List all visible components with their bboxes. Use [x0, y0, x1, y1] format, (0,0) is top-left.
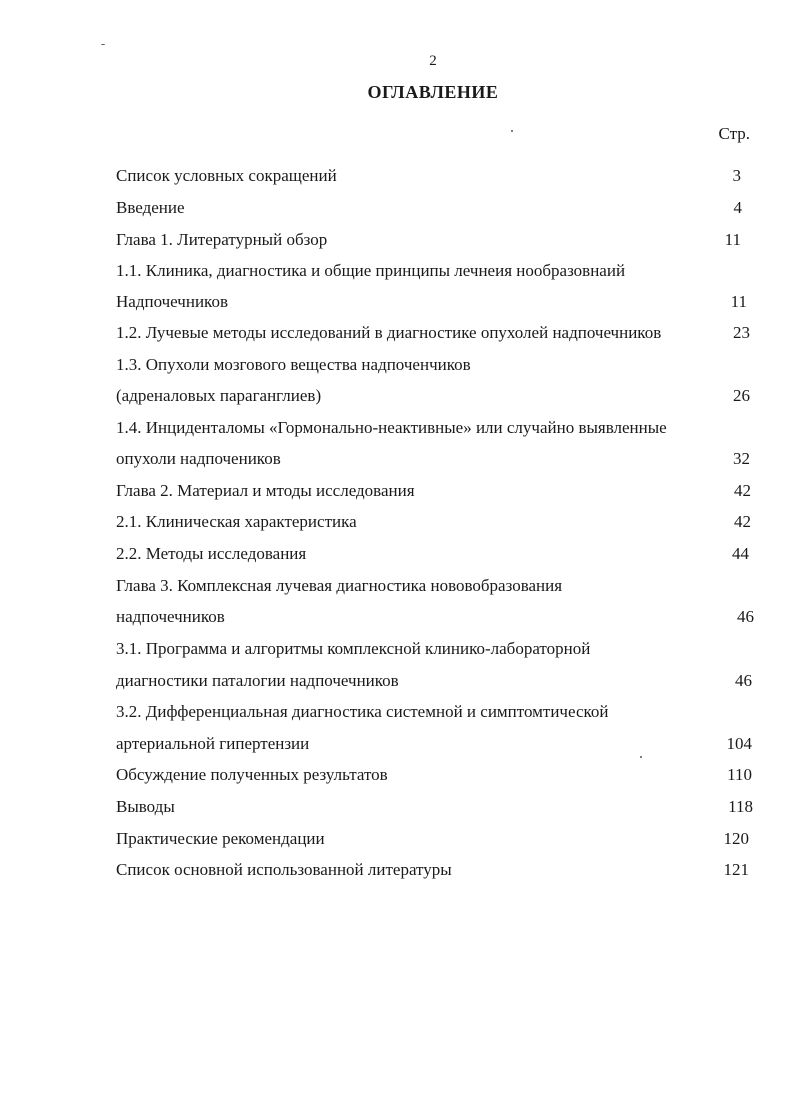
toc-entry-page: 46 [735, 671, 752, 690]
toc-entry-text: 1.3. Опухоли мозгового вещества надпоченчиков [116, 355, 471, 374]
toc-entry-page: 44 [732, 544, 749, 563]
toc-entry-page: 4 [733, 198, 742, 217]
page-number: 2 [429, 53, 437, 69]
toc-entry-page: 110 [727, 765, 752, 784]
toc-entry-page: 46 [737, 607, 754, 626]
toc-entry-text: артериальной гипертензии [116, 734, 310, 753]
toc-entry-text: Глава 2. Материал и мтоды исследования [116, 481, 415, 500]
toc-entry-text: опухоли надпочеников [116, 449, 281, 468]
toc-entry-text: (адреналовых параганглиев) [116, 386, 322, 405]
toc-entry-page: 11 [730, 292, 747, 311]
scan-speck [101, 44, 105, 45]
toc-entry-page: 11 [724, 230, 741, 249]
toc-entry-page: 121 [723, 860, 749, 879]
toc-entry-page: 3 [732, 166, 741, 185]
toc-entry-page: 104 [726, 734, 752, 753]
toc-entry-page: 26 [733, 386, 750, 405]
toc-entry-text: Выводы [116, 797, 175, 816]
toc-entry-text: 3.2. Дифференциальная диагностика системной и симптомтической [116, 702, 609, 721]
toc-entry-text: Обсуждение полученных результатов [116, 765, 388, 784]
toc-entry-text: Глава 1. Литературный обзор [116, 230, 328, 249]
toc-entry-text: 3.1. Программа и алгоритмы комплексной клинико-лабораторной [116, 639, 591, 658]
toc-entry-text: Глава 3. Комплексная лучевая диагностика нововобразования [116, 576, 563, 595]
toc-entry-text: Надпочечников [116, 292, 228, 311]
toc-entry-text: Список основной использованной литературы [116, 860, 452, 879]
toc-entry-page: 42 [734, 481, 751, 500]
toc-entry-text: Практические рекомендации [116, 829, 325, 848]
toc-entry-page: 32 [733, 449, 750, 468]
toc-entry-text: 2.1. Клиническая характеристика [116, 512, 357, 531]
toc-entry-page: 42 [734, 512, 751, 531]
scan-speck [640, 756, 642, 758]
toc-entry-text: диагностики паталогии надпочечников [116, 671, 399, 690]
toc-entry-text: Список условных сокращений [116, 166, 337, 185]
page-title: ОГЛАВЛЕНИЕ [367, 82, 499, 102]
toc-entry-text: 2.2. Методы исследования [116, 544, 307, 563]
toc-entry-text: 1.4. Инциденталомы «Гормонально-неактивные» или случайно выявленные [116, 418, 667, 437]
toc-entry-text: Введение [116, 198, 185, 217]
toc-entry-page: 118 [728, 797, 753, 816]
toc-entry-text: 1.2. Лучевые методы исследований в диагностике опухолей надпочечников [116, 323, 662, 342]
toc-entry-page: 23 [733, 323, 750, 342]
scan-speck [511, 130, 513, 132]
toc-entry-page: 120 [723, 829, 749, 848]
toc-entry-text: 1.1. Клиника, диагностика и общие принципы лечнеия нообразовнаий [116, 261, 626, 280]
page-column-header: Стр. [718, 124, 750, 143]
toc-entry-text: надпочечников [116, 607, 225, 626]
